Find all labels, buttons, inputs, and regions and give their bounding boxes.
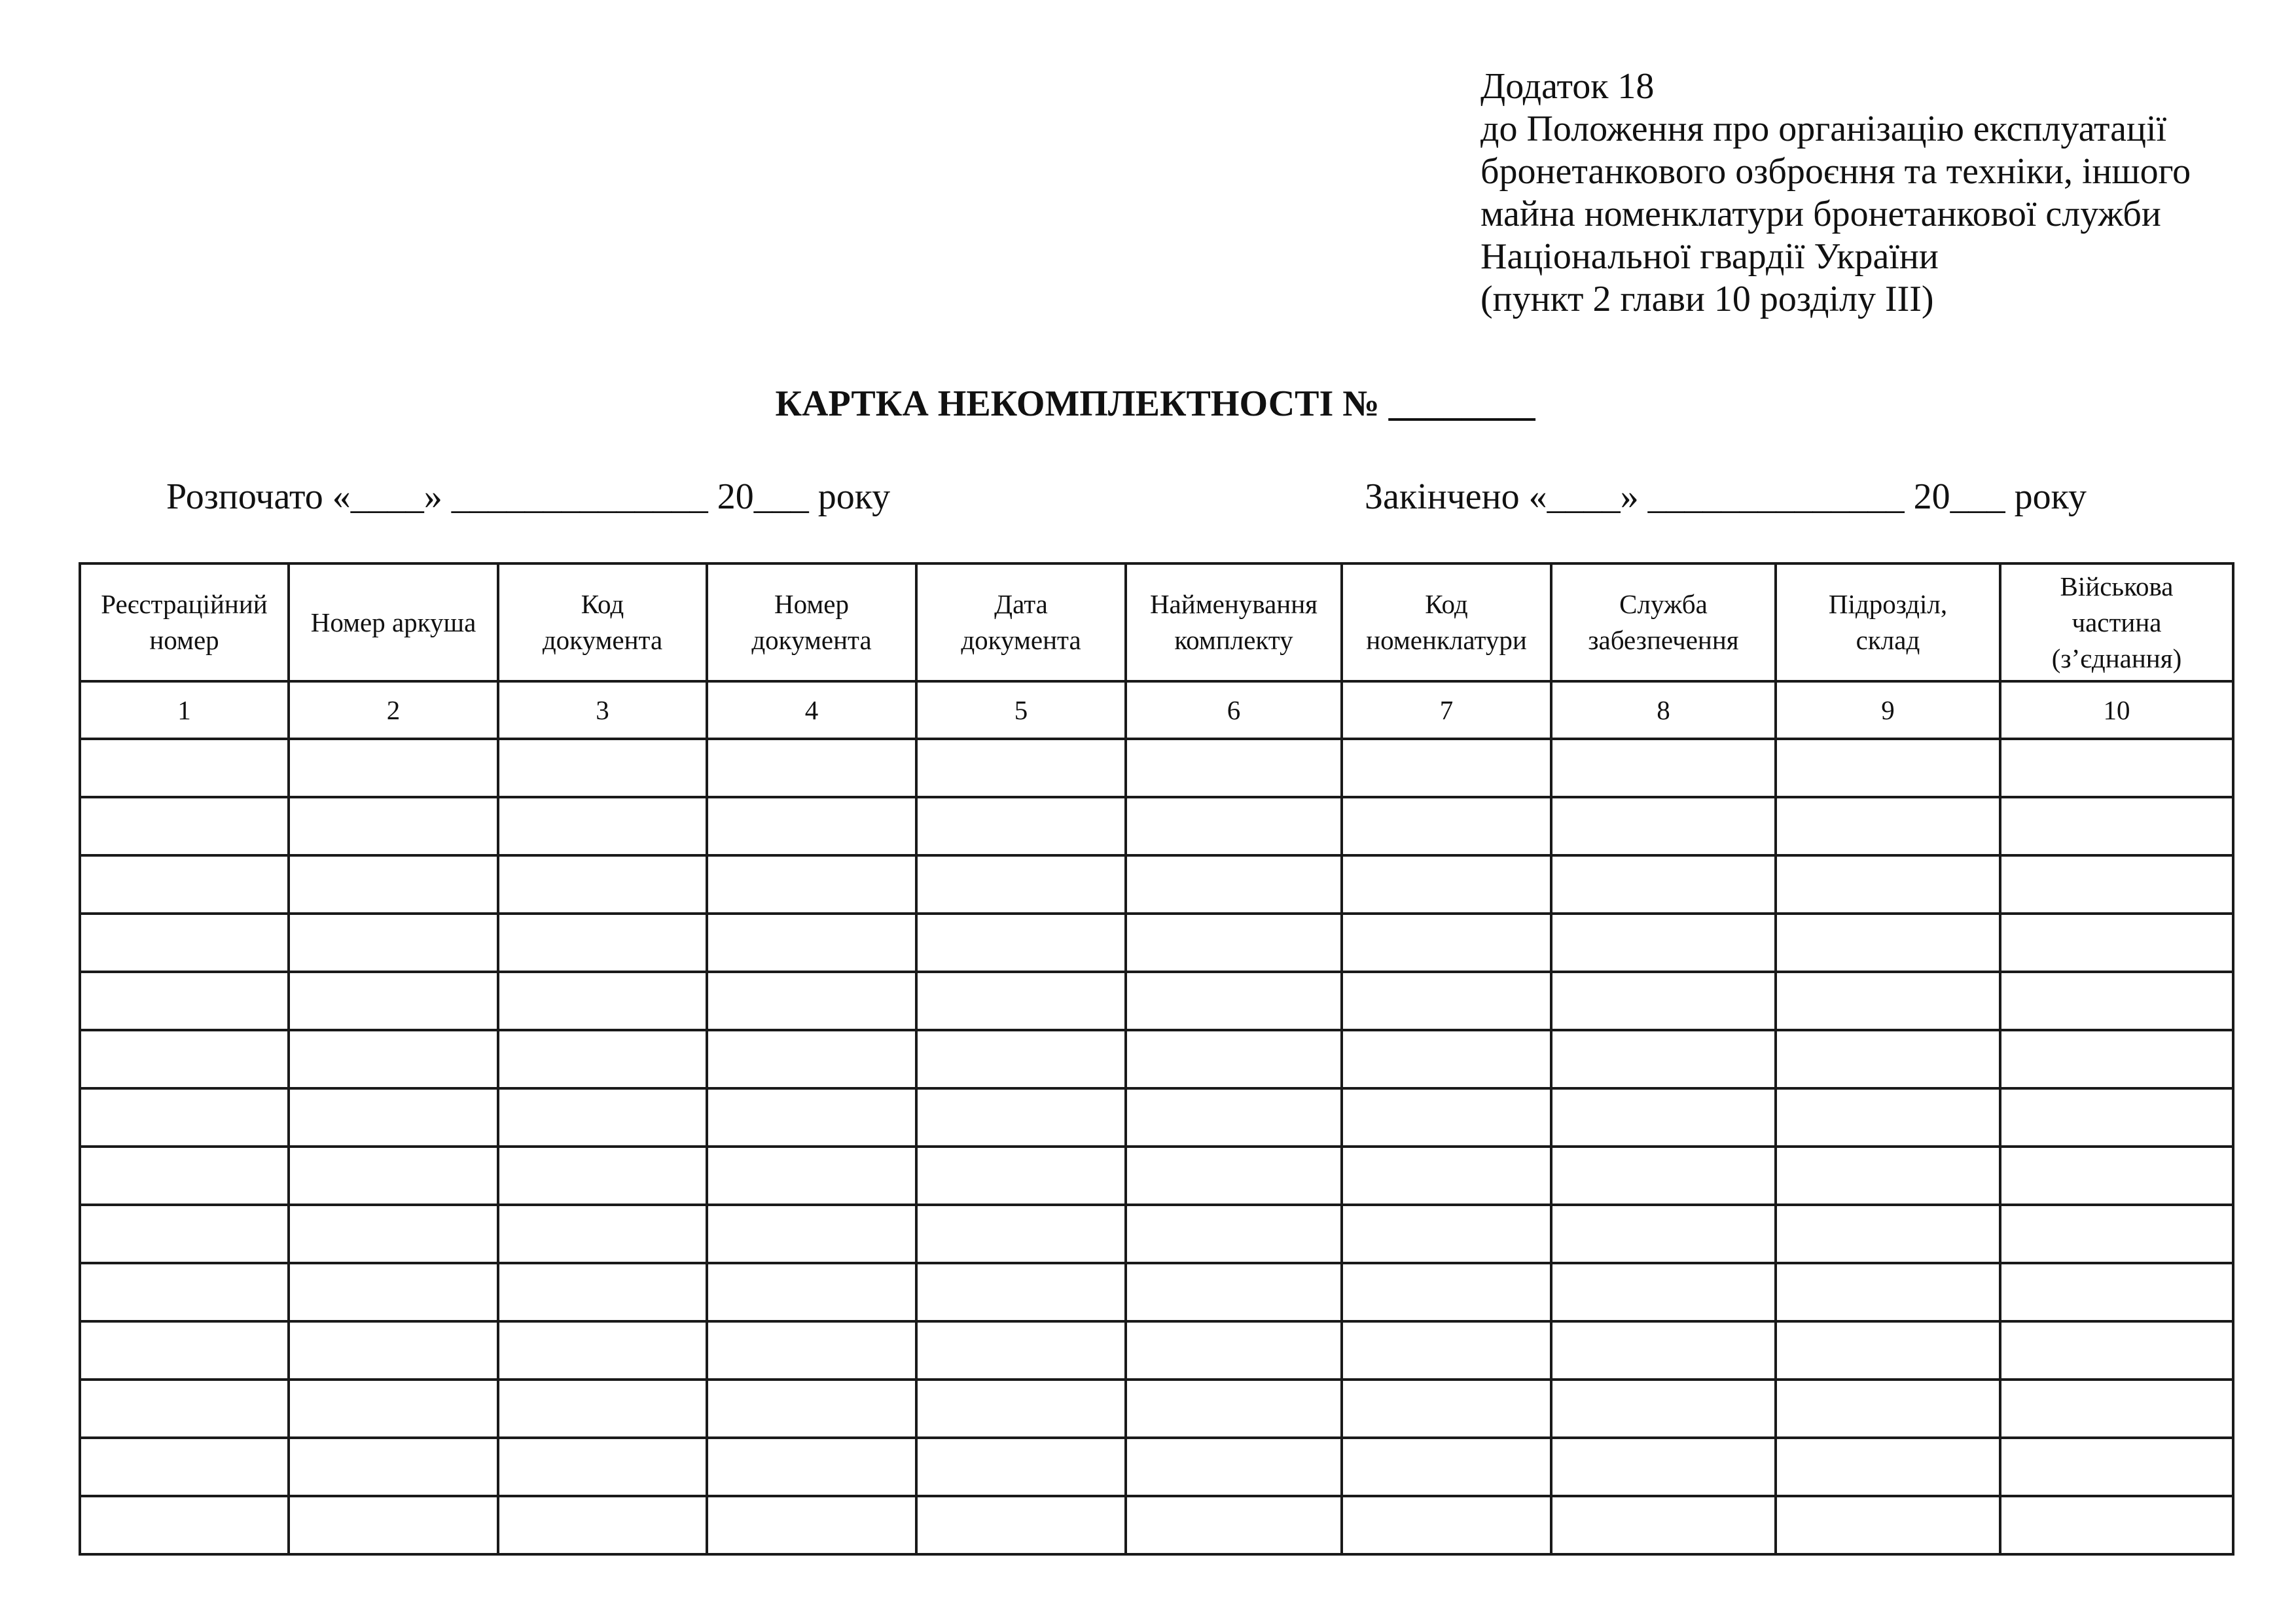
table-cell <box>2000 1147 2233 1205</box>
table-cell <box>1776 1321 2000 1380</box>
table-cell <box>1342 1147 1551 1205</box>
table-cell <box>1551 1380 1776 1438</box>
table-cell <box>289 1496 498 1554</box>
table-cell <box>916 1380 1126 1438</box>
column-number: 7 <box>1342 681 1551 739</box>
table-cell <box>80 797 289 855</box>
table-cell <box>916 1263 1126 1321</box>
table-cell <box>289 1263 498 1321</box>
table-cell <box>289 914 498 972</box>
table-cell <box>1551 1496 1776 1554</box>
table-cell <box>1126 739 1342 797</box>
table-cell <box>1126 1438 1342 1496</box>
table-cell <box>916 1496 1126 1554</box>
table-cell <box>1776 972 2000 1030</box>
table-cell <box>2000 855 2233 914</box>
table-row <box>80 1030 2233 1088</box>
table-cell <box>1342 1496 1551 1554</box>
column-header: Код документа <box>498 563 707 681</box>
column-number: 4 <box>707 681 916 739</box>
table-cell <box>1551 1147 1776 1205</box>
table-cell <box>1342 1438 1551 1496</box>
table-cell <box>2000 914 2233 972</box>
table-cell <box>1776 855 2000 914</box>
table-cell <box>1126 797 1342 855</box>
table-cell <box>2000 1030 2233 1088</box>
table-cell <box>1342 1380 1551 1438</box>
table-row <box>80 1496 2233 1554</box>
table-cell <box>916 739 1126 797</box>
table-cell <box>707 797 916 855</box>
table-row <box>80 739 2233 797</box>
table-cell <box>707 1496 916 1554</box>
appendix-line: бронетанкового озброєння та техніки, іншого <box>1480 151 2191 192</box>
table-cell <box>707 972 916 1030</box>
column-number: 6 <box>1126 681 1342 739</box>
table-cell <box>289 1380 498 1438</box>
table-cell <box>1342 1088 1551 1147</box>
table-cell <box>498 1380 707 1438</box>
table-cell <box>289 1147 498 1205</box>
table-cell <box>2000 972 2233 1030</box>
table-cell <box>916 914 1126 972</box>
table-cell <box>80 1030 289 1088</box>
table-cell <box>1551 1205 1776 1263</box>
table-cell <box>80 1205 289 1263</box>
table-cell <box>1126 1030 1342 1088</box>
table-cell <box>1776 1205 2000 1263</box>
table-cell <box>1126 972 1342 1030</box>
column-number: 9 <box>1776 681 2000 739</box>
table-row <box>80 1380 2233 1438</box>
table-cell <box>916 855 1126 914</box>
table-row <box>80 797 2233 855</box>
table-body <box>80 739 2233 1554</box>
table-cell <box>916 1321 1126 1380</box>
table-cell <box>289 1438 498 1496</box>
table-row <box>80 1263 2233 1321</box>
table-cell <box>1342 914 1551 972</box>
column-number-row <box>80 681 2233 739</box>
table-cell <box>707 914 916 972</box>
table-cell <box>1126 914 1342 972</box>
table-cell <box>916 1205 1126 1263</box>
table-cell <box>1776 1380 2000 1438</box>
table-cell <box>80 1380 289 1438</box>
table-cell <box>498 1205 707 1263</box>
document-title: КАРТКА НЕКОМПЛЕКТНОСТІ № ________ <box>775 383 1535 424</box>
table-cell <box>1551 1263 1776 1321</box>
table-cell <box>1126 1321 1342 1380</box>
table-cell <box>498 1030 707 1088</box>
column-number: 1 <box>80 681 289 739</box>
appendix-line: Додаток 18 <box>1480 66 1655 107</box>
table-cell <box>498 1263 707 1321</box>
table-cell <box>1776 1263 2000 1321</box>
table-cell <box>916 1147 1126 1205</box>
table-cell <box>498 1496 707 1554</box>
table-header-row <box>80 563 2233 681</box>
table-row <box>80 914 2233 972</box>
column-header: Номер документа <box>707 563 916 681</box>
table-cell <box>1342 739 1551 797</box>
column-header: Підрозділ, склад <box>1776 563 2000 681</box>
table-cell <box>2000 739 2233 797</box>
table-cell <box>80 972 289 1030</box>
table-row <box>80 1321 2233 1380</box>
table-cell <box>1776 1088 2000 1147</box>
table-cell <box>289 972 498 1030</box>
column-header: Дата документа <box>916 563 1126 681</box>
table-cell <box>1776 1496 2000 1554</box>
table-cell <box>498 855 707 914</box>
table-cell <box>80 1496 289 1554</box>
table-cell <box>1551 797 1776 855</box>
table-cell <box>1126 1496 1342 1554</box>
table-cell <box>80 739 289 797</box>
table-cell <box>498 797 707 855</box>
column-header: Військова частина (з’єднання) <box>2000 563 2233 681</box>
table-cell <box>498 972 707 1030</box>
table-cell <box>80 914 289 972</box>
table-cell <box>1126 1263 1342 1321</box>
table-cell <box>1776 914 2000 972</box>
column-header: Код номенклатури <box>1342 563 1551 681</box>
table-cell <box>289 1321 498 1380</box>
table-cell <box>2000 1380 2233 1438</box>
table-cell <box>1126 1380 1342 1438</box>
table-cell <box>1776 739 2000 797</box>
table-cell <box>1776 797 2000 855</box>
table-cell <box>707 1030 916 1088</box>
appendix-line: майна номенклатури бронетанкової служби <box>1480 194 2161 234</box>
table-cell <box>916 797 1126 855</box>
table-cell <box>707 739 916 797</box>
table-cell <box>498 1321 707 1380</box>
column-number: 10 <box>2000 681 2233 739</box>
table-cell <box>1776 1438 2000 1496</box>
table-cell <box>498 1147 707 1205</box>
table-cell <box>1551 1438 1776 1496</box>
table-cell <box>1342 855 1551 914</box>
table-cell <box>1551 1030 1776 1088</box>
finished-date-line: Закінчено «____» ______________ 20___ року <box>1365 476 2087 517</box>
table-cell <box>498 1438 707 1496</box>
column-header: Реєстраційний номер <box>80 563 289 681</box>
table-cell <box>80 1088 289 1147</box>
appendix-line: (пункт 2 глави 10 розділу ІІІ) <box>1480 279 1934 319</box>
table-cell <box>1342 1263 1551 1321</box>
table-cell <box>707 1147 916 1205</box>
table-cell <box>1551 739 1776 797</box>
table-cell <box>1342 797 1551 855</box>
table-cell <box>498 1088 707 1147</box>
table-cell <box>1126 855 1342 914</box>
column-number: 5 <box>916 681 1126 739</box>
table-cell <box>289 739 498 797</box>
table-cell <box>80 1263 289 1321</box>
table-cell <box>2000 1321 2233 1380</box>
table-cell <box>289 1030 498 1088</box>
table-cell <box>2000 1088 2233 1147</box>
table-cell <box>2000 1263 2233 1321</box>
table-cell <box>2000 797 2233 855</box>
started-date-line: Розпочато «____» ______________ 20___ року <box>166 476 891 517</box>
table-cell <box>80 855 289 914</box>
table-cell <box>80 1321 289 1380</box>
column-number: 2 <box>289 681 498 739</box>
table-cell <box>2000 1496 2233 1554</box>
table-cell <box>2000 1205 2233 1263</box>
column-header: Служба забезпечення <box>1551 563 1776 681</box>
table-cell <box>289 1205 498 1263</box>
table-cell <box>707 1088 916 1147</box>
table-cell <box>289 855 498 914</box>
table-cell <box>2000 1438 2233 1496</box>
table-cell <box>498 914 707 972</box>
table-cell <box>916 1438 1126 1496</box>
appendix-note <box>1480 65 2279 321</box>
table-cell <box>707 855 916 914</box>
table-cell <box>1342 1321 1551 1380</box>
table-cell <box>707 1438 916 1496</box>
table-cell <box>1776 1147 2000 1205</box>
table-cell <box>1342 972 1551 1030</box>
table-cell <box>916 1030 1126 1088</box>
table-cell <box>1551 972 1776 1030</box>
table-cell <box>498 739 707 797</box>
table-cell <box>1126 1205 1342 1263</box>
table-cell <box>289 1088 498 1147</box>
table-cell <box>1126 1088 1342 1147</box>
appendix-line: до Положення про організацію експлуатації <box>1480 109 2167 149</box>
table-cell <box>707 1205 916 1263</box>
table-cell <box>1551 855 1776 914</box>
table-row <box>80 1147 2233 1205</box>
table-cell <box>1551 1321 1776 1380</box>
table-cell <box>916 972 1126 1030</box>
table-row <box>80 972 2233 1030</box>
table-cell <box>707 1380 916 1438</box>
table-row <box>80 1205 2233 1263</box>
column-number: 3 <box>498 681 707 739</box>
table-row <box>80 855 2233 914</box>
column-header: Найменування комплекту <box>1126 563 1342 681</box>
incompleteness-table <box>79 562 2234 1556</box>
table-cell <box>80 1438 289 1496</box>
column-number: 8 <box>1551 681 1776 739</box>
table-cell <box>1551 914 1776 972</box>
table-row <box>80 1088 2233 1147</box>
table-cell <box>707 1263 916 1321</box>
column-header: Номер аркуша <box>289 563 498 681</box>
table-cell <box>1126 1147 1342 1205</box>
table-row <box>80 1438 2233 1496</box>
table-cell <box>1342 1205 1551 1263</box>
appendix-line: Національної гвардії України <box>1480 236 1939 277</box>
table-cell <box>707 1321 916 1380</box>
table-cell <box>1551 1088 1776 1147</box>
table-cell <box>1776 1030 2000 1088</box>
table-cell <box>916 1088 1126 1147</box>
table-cell <box>1342 1030 1551 1088</box>
table-cell <box>80 1147 289 1205</box>
table-cell <box>289 797 498 855</box>
